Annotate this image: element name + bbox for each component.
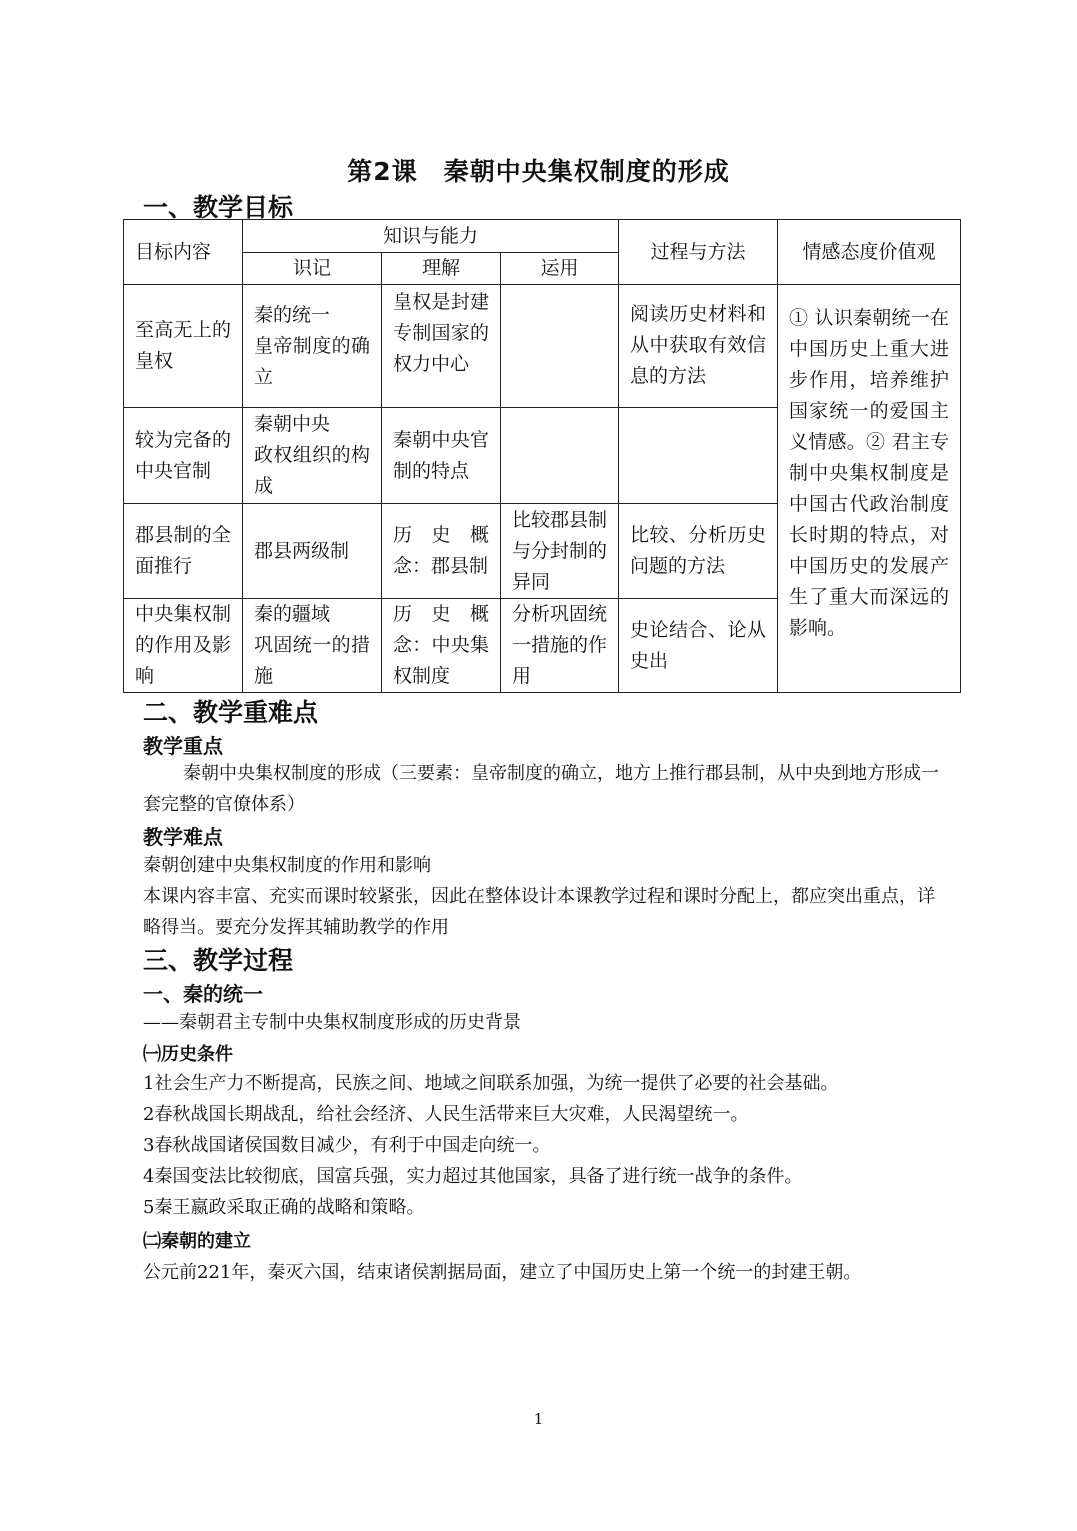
subsection-subtitle: ——秦朝君主专制中央集权制度形成的历史背景 xyxy=(143,1012,521,1033)
cell-apply: 分析巩固统一措施的作用 xyxy=(501,599,619,693)
table-row xyxy=(124,285,961,408)
establishment-heading: ㈡秦朝的建立 xyxy=(143,1231,251,1252)
condition-item: 5秦王嬴政采取正确的战略和策略。 xyxy=(143,1197,425,1218)
condition-item: 4秦国变法比较彻底，国富兵强，实力超过其他国家，具备了进行统一战争的条件。 xyxy=(143,1166,803,1187)
condition-item: 1社会生产力不断提高，民族之间、地域之间联系加强，为统一提供了必要的社会基础。 xyxy=(143,1073,839,1094)
cell-recall-text: 秦朝中央 政权组织的构成 xyxy=(254,413,370,497)
key-point-heading: 教学重点 xyxy=(143,734,223,758)
cell-recall xyxy=(243,285,382,408)
header-target: 目标内容 xyxy=(124,220,243,285)
cell-understand: 皇权是封建专制国家的权力中心 xyxy=(382,285,501,408)
cell-process: 阅读历史材料和从中获取有效信息的方法 xyxy=(619,285,778,408)
cell-recall xyxy=(243,599,382,693)
header-apply: 运用 xyxy=(501,253,619,285)
goals-table xyxy=(123,219,961,693)
cell-apply: 比较郡县制与分封制的异同 xyxy=(501,504,619,599)
cell-understand: 秦朝中央官制的特点 xyxy=(382,408,501,504)
cell-target: 至高无上的皇权 xyxy=(124,285,243,408)
cell-recall-text: 秦的统一 皇帝制度的确立 xyxy=(254,303,370,388)
cell-process: 史论结合、论从史出 xyxy=(619,599,778,693)
table-header-row xyxy=(124,220,961,253)
section-heading-key-points: 二、教学重难点 xyxy=(143,698,319,727)
cell-attitude: ① 认识秦朝统一在中国历史上重大进步作用，培养维护国家统一的爱国主义情感。② 君主专制中央集权制度是中国古代政治制度长时期的特点，对中国历史的发展产生了重大而深远的影响。 xyxy=(778,285,961,693)
cell-target: 郡县制的全面推行 xyxy=(124,504,243,599)
condition-item: 2春秋战国长期战乱，给社会经济、人民生活带来巨大灾难，人民渴望统一。 xyxy=(143,1104,749,1125)
header-attitude: 情感态度价值观 xyxy=(778,220,961,285)
condition-item: 3春秋战国诸侯国数目减少，有利于中国走向统一。 xyxy=(143,1135,551,1156)
difficulty-heading: 教学难点 xyxy=(143,825,223,849)
header-understand: 理解 xyxy=(382,253,501,285)
key-point-text: 秦朝中央集权制度的形成（三要素：皇帝制度的确立，地方上推行郡县制，从中央到地方形成一套完整的官僚体系） xyxy=(143,763,939,815)
header-process: 过程与方法 xyxy=(619,220,778,285)
section-heading-process: 三、教学过程 xyxy=(143,946,294,975)
cell-apply xyxy=(501,285,619,408)
cell-target: 中央集权制的作用及影响 xyxy=(124,599,243,693)
cell-apply xyxy=(501,408,619,504)
page-title: 第2课 秦朝中央集权制度的形成 xyxy=(347,157,730,186)
cell-understand: 历 史 概念：中央集权制度 xyxy=(382,599,501,693)
header-knowledge: 知识与能力 xyxy=(243,220,619,253)
page-number: 1 xyxy=(533,1410,544,1428)
cell-recall: 郡县两级制 xyxy=(243,504,382,599)
header-recall: 识记 xyxy=(243,253,382,285)
conditions-heading: ㈠历史条件 xyxy=(143,1044,233,1065)
establishment-text: 公元前221年，秦灭六国，结束诸侯割据局面，建立了中国历史上第一个统一的封建王朝。 xyxy=(143,1262,862,1283)
cell-process xyxy=(619,408,778,504)
difficulty-text: 秦朝创建中央集权制度的作用和影响 xyxy=(143,855,431,876)
subsection-heading-unification: 一、秦的统一 xyxy=(143,982,263,1006)
section-heading-goals: 一、教学目标 xyxy=(143,193,294,222)
cell-understand: 历 史 概念：郡县制 xyxy=(382,504,501,599)
cell-recall xyxy=(243,408,382,504)
cell-target: 较为完备的中央官制 xyxy=(124,408,243,504)
difficulty-note: 本课内容丰富、充实而课时较紧张，因此在整体设计本课教学过程和课时分配上，都应突出重点，详略得当。要充分发挥其辅助教学的作用 xyxy=(143,886,935,938)
cell-recall-text: 秦的疆域 巩固统一的措施 xyxy=(254,603,370,687)
cell-process: 比较、分析历史问题的方法 xyxy=(619,504,778,599)
